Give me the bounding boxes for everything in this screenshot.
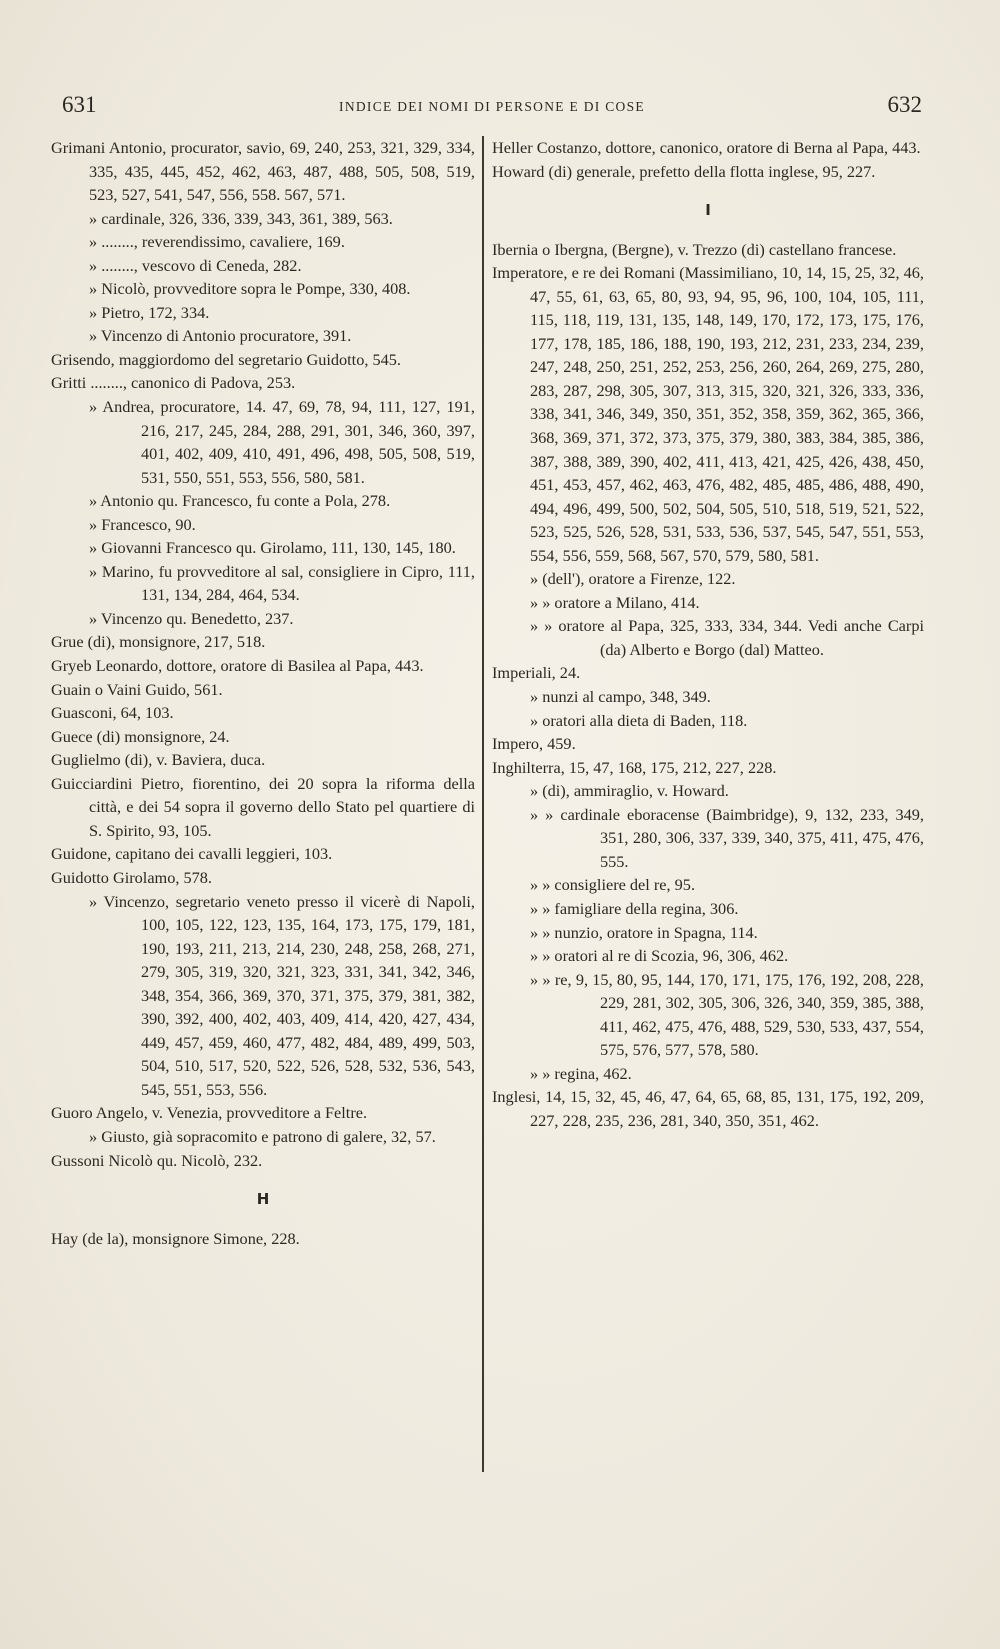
right-index-column	[492, 136, 924, 1132]
index-entry: Impero, 459.	[492, 734, 576, 754]
index-entry: » Vincenzo di Antonio procuratore, 391.	[89, 326, 352, 346]
index-entry: Guoro Angelo, v. Venezia, provveditore a Feltre.	[51, 1103, 368, 1123]
index-entry: Heller Costanzo, dottore, canonico, oratore di Berna al Papa, 443.	[492, 138, 921, 157]
index-entry: » Vincenzo qu. Benedetto, 237.	[89, 608, 294, 628]
index-entry: Ibernia o Ibergna, (Bergne), v. Trezzo (di) castellano francese.	[492, 239, 897, 259]
index-entry: Howard (di) generale, prefetto della flotta inglese, 95, 227.	[492, 161, 876, 181]
index-entry: » ........, reverendissimo, cavaliere, 169.	[89, 232, 345, 252]
index-entry: Imperiali, 24.	[492, 663, 581, 683]
index-entry: Guidone, capitano dei cavalli leggieri, 103.	[51, 844, 333, 864]
index-entry: » Antonio qu. Francesco, fu conte a Pola, 278.	[89, 491, 391, 511]
index-entry: Gussoni Nicolò qu. Nicolò, 232.	[51, 1150, 263, 1170]
index-entry: » » oratore al Papa, 325, 333, 334, 344. Vedi anche Carpi (da) Alberto e Borgo (dal) Matteo.	[530, 616, 924, 659]
index-entry: » » oratore a Milano, 414.	[530, 592, 700, 612]
section-letter-i: I	[705, 201, 711, 220]
index-entry: » (di), ammiraglio, v. Howard.	[530, 781, 729, 801]
index-entry: Gritti ........, canonico di Padova, 253.	[51, 373, 296, 393]
index-list-i	[492, 238, 924, 1133]
index-entry: » » famigliare della regina, 306.	[530, 898, 739, 918]
index-list-h-cont	[492, 136, 924, 183]
index-entry: » Pietro, 172, 334.	[89, 302, 210, 322]
index-entry: Guidotto Girolamo, 578.	[51, 867, 212, 887]
index-entry: Guasconi, 64, 103.	[51, 703, 174, 723]
index-entry: » Vincenzo, segretario veneto presso il vicerè di Napoli, 100, 105, 122, 123, 135, 164, 173, 175, 179, 181, 190, 193, 211, 213, 214, 230, 248, 258, 268, 271, 279, 305, 319, 320, 321, 323, 331, 341, 342, 346, 348, 354, 366, 369, 370, 371, 375, 379, 381, 382, 390, 392, 400, 402, 403, 409, 414, 420, 427, 434, 449, 457, 459, 460, 477, 482, 484, 489, 499, 503, 504, 510, 517, 520, 522, 526, 528, 532, 536, 543, 545, 551, 553, 556.	[89, 891, 475, 1099]
index-entry: Grisendo, maggiordomo del segretario Guidotto, 545.	[51, 349, 401, 369]
index-entry: Grimani Antonio, procurator, savio, 69, 240, 253, 321, 329, 334, 335, 435, 445, 452, 462, 463, 487, 488, 505, 508, 519, 523, 527, 541, 547, 556, 558. 567, 571.	[51, 138, 475, 205]
index-entry: Imperatore, e re dei Romani (Massimiliano, 10, 14, 15, 25, 32, 46, 47, 55, 61, 63, 65, 80, 93, 94, 95, 96, 100, 104, 105, 111, 115, 118, 119, 131, 135, 148, 149, 170, 172, 173, 175, 176, 177, 178, 185, 186, 188, 190, 193, 212, 231, 233, 234, 239, 247, 248, 250, 251, 252, 253, 256, 260, 264, 269, 275, 280, 283, 287, 298, 305, 307, 313, 315, 320, 321, 326, 333, 336, 338, 341, 346, 349, 350, 351, 352, 358, 359, 362, 365, 366, 368, 369, 371, 372, 373, 375, 379, 380, 383, 384, 385, 386, 387, 388, 389, 390, 402, 411, 413, 421, 425, 426, 438, 450, 451, 453, 457, 462, 463, 476, 482, 485, 485, 486, 488, 490, 494, 496, 499, 500, 502, 504, 505, 510, 518, 519, 521, 522, 523, 525, 526, 528, 531, 533, 536, 537, 545, 547, 551, 553, 554, 556, 559, 568, 567, 570, 579, 580, 581.	[492, 263, 924, 565]
index-entry: » Giusto, già sopracomito e patrono di galere, 32, 57.	[89, 1126, 436, 1146]
index-entry: » Giovanni Francesco qu. Girolamo, 111, 130, 145, 180.	[89, 538, 456, 558]
index-entry: Guicciardini Pietro, fiorentino, dei 20 sopra la riforma della città, e dei 54 sopra il governo dello Stato pel quartiere di S. Spirito, 93, 105.	[51, 773, 475, 840]
left-index-column	[51, 136, 475, 1250]
index-entry: » Andrea, procuratore, 14. 47, 69, 78, 94, 111, 127, 191, 216, 217, 245, 284, 288, 291, 301, 346, 360, 397, 401, 402, 409, 410, 491, 496, 498, 505, 508, 519, 531, 550, 551, 553, 556, 580, 581.	[89, 397, 475, 487]
index-entry: Grue (di), monsignore, 217, 518.	[51, 632, 266, 652]
index-entry: » Marino, fu provveditore al sal, consigliere in Cipro, 111, 131, 134, 284, 464, 534.	[89, 561, 475, 605]
index-entry: » Francesco, 90.	[89, 514, 196, 534]
index-list-g	[51, 136, 475, 1172]
index-entry: » » re, 9, 15, 80, 95, 144, 170, 171, 175, 176, 192, 208, 228, 229, 281, 302, 305, 306, 326, 340, 359, 385, 388, 411, 462, 475, 476, 488, 529, 530, 533, 437, 554, 575, 576, 577, 578, 580.	[530, 969, 924, 1060]
index-entry: Guece (di) monsignore, 24.	[51, 726, 230, 746]
index-list-h	[51, 1227, 475, 1251]
index-entry: » nunzi al campo, 348, 349.	[530, 687, 711, 707]
index-entry: » cardinale, 326, 336, 339, 343, 361, 389, 563.	[89, 208, 393, 228]
index-entry: » (dell'), oratore a Firenze, 122.	[530, 569, 736, 589]
page-number-left: 631	[62, 92, 97, 117]
index-entry: Hay (de la), monsignore Simone, 228.	[51, 1228, 300, 1248]
index-entry: » oratori alla dieta di Baden, 118.	[530, 710, 748, 730]
index-entry: » » nunzio, oratore in Spagna, 114.	[530, 922, 758, 942]
index-entry: » Nicolò, provveditore sopra le Pompe, 330, 408.	[89, 279, 411, 299]
running-title: INDICE DEI NOMI DI PERSONE E DI COSE	[339, 99, 645, 114]
index-entry: » » regina, 462.	[530, 1063, 632, 1083]
index-entry: Inghilterra, 15, 47, 168, 175, 212, 227, 228.	[492, 757, 777, 777]
index-entry: Gryeb Leonardo, dottore, oratore di Basilea al Papa, 443.	[51, 656, 424, 676]
index-entry: » » cardinale eboracense (Baimbridge), 9, 132, 233, 349, 351, 280, 306, 337, 339, 340, 375, 411, 475, 476, 555.	[530, 804, 924, 871]
running-header	[62, 92, 922, 122]
column-divider	[482, 136, 484, 1472]
index-entry: » ........, vescovo di Ceneda, 282.	[89, 255, 302, 275]
section-letter-h: H	[256, 1190, 270, 1209]
index-entry: » » consigliere del re, 95.	[530, 875, 696, 895]
index-entry: Guglielmo (di), v. Baviera, duca.	[51, 750, 266, 770]
index-entry: Guain o Vaini Guido, 561.	[51, 679, 223, 699]
index-entry: » » oratori al re di Scozia, 96, 306, 462.	[530, 946, 789, 966]
page-number-right: 632	[887, 92, 922, 117]
index-entry: Inglesi, 14, 15, 32, 45, 46, 47, 64, 65, 68, 85, 131, 175, 192, 209, 227, 228, 235, 236, 281, 340, 350, 351, 462.	[492, 1087, 924, 1130]
